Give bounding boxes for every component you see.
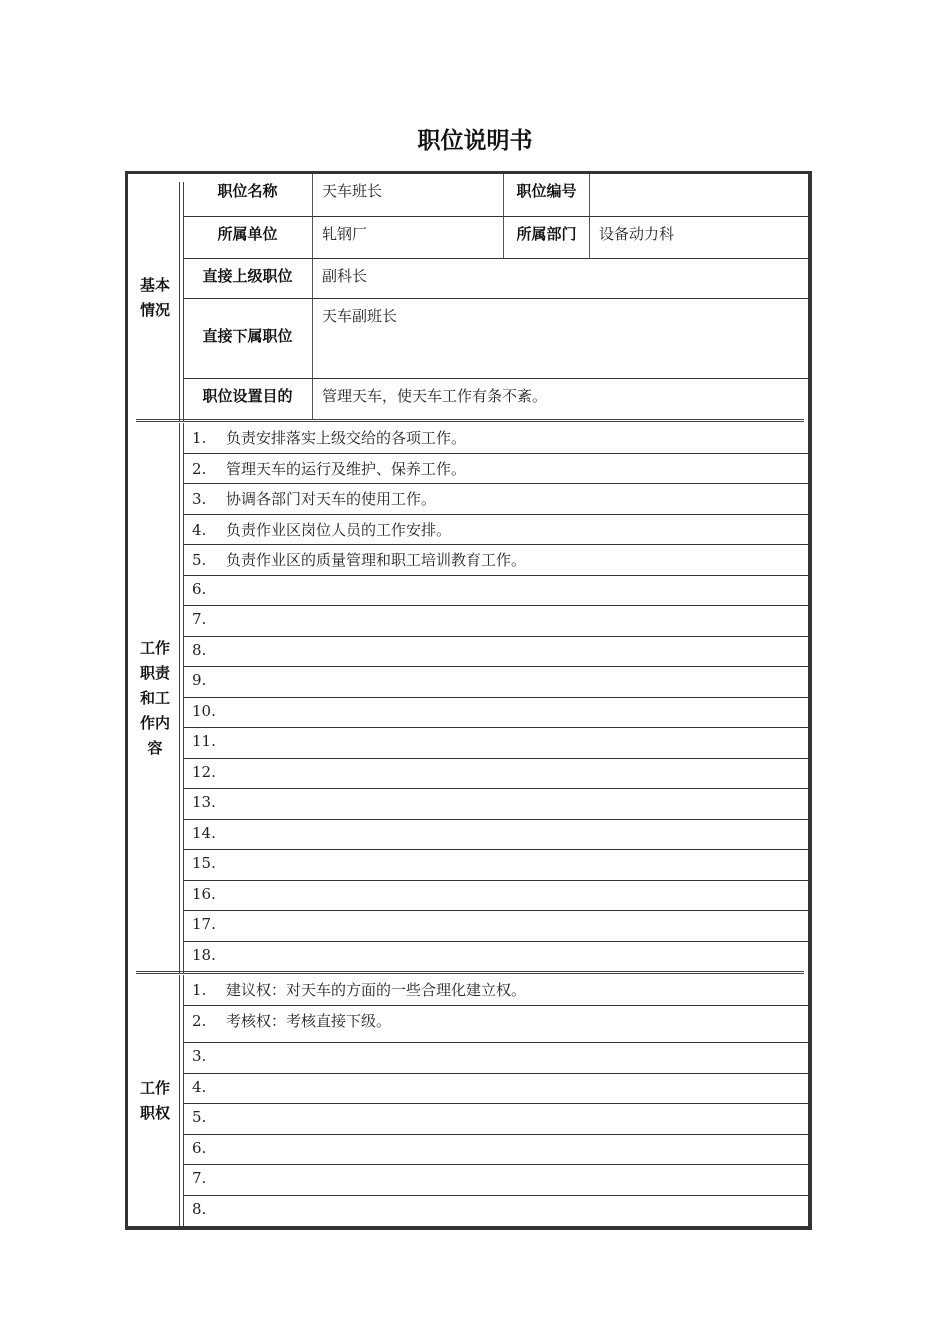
item-number: 15. bbox=[192, 854, 216, 872]
job-no-value bbox=[590, 174, 808, 217]
duties-item bbox=[183, 728, 808, 759]
item-number: 6. bbox=[192, 579, 207, 598]
purpose-label: 职位设置目的 bbox=[183, 379, 313, 419]
unit-value: 轧钢厂 bbox=[313, 217, 504, 259]
section-divider bbox=[136, 971, 804, 974]
item-number: 4. bbox=[192, 1077, 207, 1096]
powers-item bbox=[183, 1165, 808, 1196]
duties-item bbox=[183, 515, 808, 546]
basic-info-section bbox=[128, 174, 808, 421]
powers-item bbox=[183, 1135, 808, 1166]
item-number: 3. bbox=[192, 1047, 207, 1065]
item-number: 12. bbox=[192, 762, 216, 781]
document-title: 职位说明书 bbox=[417, 128, 533, 154]
duties-label: 工作职责和工作内容 bbox=[139, 638, 170, 757]
item-number: 4. bbox=[192, 520, 207, 539]
item-number: 14. bbox=[192, 823, 216, 842]
superior-label: 直接上级职位 bbox=[183, 259, 313, 299]
duties-item bbox=[183, 637, 808, 668]
duties-item bbox=[183, 576, 808, 607]
item-number: 5. bbox=[192, 551, 207, 569]
subordinate-value: 天车副班长 bbox=[313, 299, 808, 379]
powers-item bbox=[183, 975, 808, 1006]
powers-item bbox=[183, 1196, 808, 1227]
duties-item bbox=[183, 759, 808, 790]
item-number: 3. bbox=[192, 490, 207, 508]
item-number: 6. bbox=[192, 1138, 207, 1157]
duties-item bbox=[183, 911, 808, 942]
item-text: 负责作业区岗位人员的工作安排。 bbox=[226, 520, 452, 539]
job-name-value: 天车班长 bbox=[313, 174, 504, 217]
basic-info-label: 基本情况 bbox=[139, 275, 170, 319]
purpose-value: 管理天车，使天车工作有条不紊。 bbox=[322, 387, 548, 405]
section-divider bbox=[136, 419, 804, 422]
item-number: 13. bbox=[192, 793, 216, 811]
subordinate-label: 直接下属职位 bbox=[183, 299, 313, 379]
job-name-label: 职位名称 bbox=[183, 174, 313, 217]
superior-value: 副科长 bbox=[313, 259, 808, 299]
item-number: 1. bbox=[192, 429, 207, 447]
duties-item bbox=[183, 454, 808, 485]
item-number: 17. bbox=[192, 915, 216, 933]
job-no-label: 职位编号 bbox=[504, 174, 590, 217]
powers-section bbox=[128, 975, 808, 1226]
item-number: 5. bbox=[192, 1108, 207, 1126]
item-number: 2. bbox=[192, 459, 207, 478]
dept-value: 设备动力科 bbox=[590, 217, 808, 259]
dept-label: 所属部门 bbox=[504, 217, 590, 259]
powers-item bbox=[183, 1006, 808, 1043]
duties-item bbox=[183, 484, 808, 515]
item-text: 建议权：对天车的方面的一些合理化建立权。 bbox=[226, 981, 527, 999]
item-number: 8. bbox=[192, 640, 207, 659]
duties-item bbox=[183, 606, 808, 637]
duties-item bbox=[183, 667, 808, 698]
item-number: 7. bbox=[192, 610, 207, 628]
powers-item bbox=[183, 1104, 808, 1135]
item-number: 16. bbox=[192, 884, 216, 903]
duties-item bbox=[183, 881, 808, 912]
item-number: 8. bbox=[192, 1199, 207, 1218]
powers-item bbox=[183, 1043, 808, 1074]
item-text: 管理天车的运行及维护、保养工作。 bbox=[226, 459, 467, 478]
unit-label: 所属单位 bbox=[183, 217, 313, 259]
item-text: 负责作业区的质量管理和职工培训教育工作。 bbox=[226, 551, 527, 569]
item-number: 7. bbox=[192, 1169, 207, 1187]
duties-item bbox=[183, 423, 808, 454]
item-text: 负责安排落实上级交给的各项工作。 bbox=[226, 429, 467, 447]
item-number: 11. bbox=[192, 732, 216, 750]
duties-item bbox=[183, 545, 808, 576]
job-description-table bbox=[125, 171, 812, 1230]
duties-item bbox=[183, 698, 808, 729]
duties-item bbox=[183, 850, 808, 881]
item-text: 协调各部门对天车的使用工作。 bbox=[226, 490, 437, 508]
powers-label: 工作职权 bbox=[139, 1078, 170, 1122]
duties-item bbox=[183, 789, 808, 820]
powers-item bbox=[183, 1074, 808, 1105]
item-number: 10. bbox=[192, 701, 216, 720]
duties-item bbox=[183, 942, 808, 973]
item-number: 18. bbox=[192, 945, 216, 964]
item-text: 考核权：考核直接下级。 bbox=[226, 1012, 392, 1030]
item-number: 2. bbox=[192, 1012, 207, 1030]
duties-section bbox=[128, 423, 808, 973]
duties-item bbox=[183, 820, 808, 851]
item-number: 9. bbox=[192, 671, 207, 689]
item-number: 1. bbox=[192, 981, 207, 999]
